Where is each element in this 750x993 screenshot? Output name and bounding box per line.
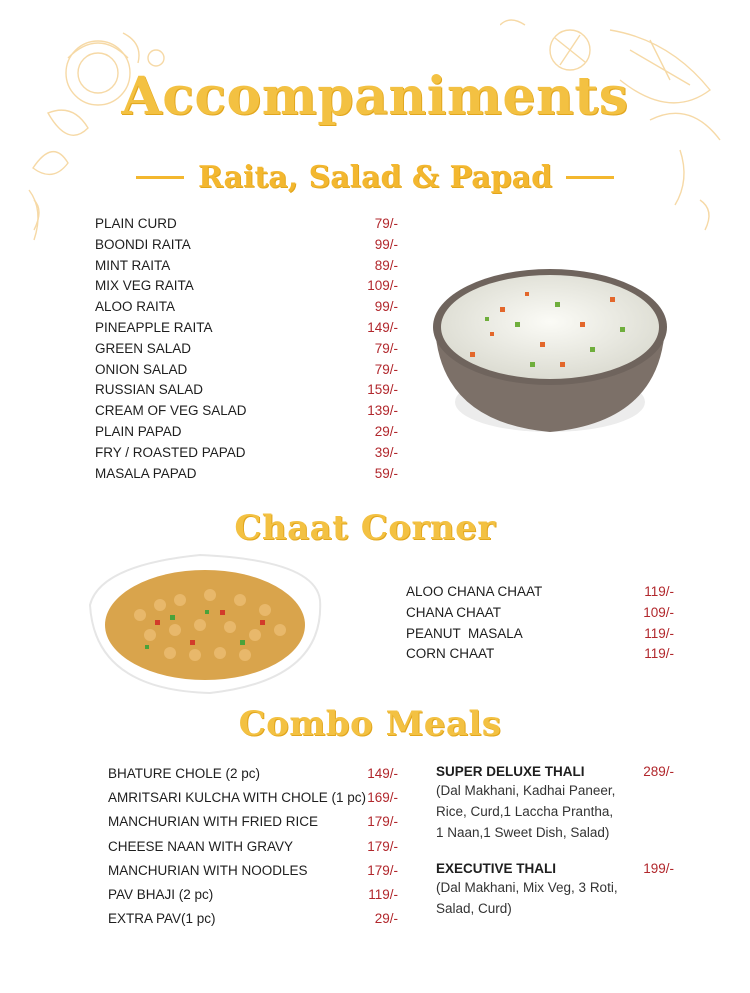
section-subtitle: Raita, Salad & Papad: [197, 160, 553, 195]
item-name: CORN CHAAT: [406, 646, 495, 662]
menu-item: [108, 835, 400, 859]
item-price: 179/-: [367, 862, 398, 878]
item-name: PAV BHAJI (2 pc): [108, 886, 214, 902]
thali-description: [436, 781, 676, 843]
item-name: MANCHURIAN WITH FRIED RICE: [108, 814, 318, 830]
item-price: 119/-: [644, 646, 674, 662]
thali-desc-line: Rice, Curd,1 Laccha Prantha,: [436, 803, 614, 819]
item-name: CHEESE NAAN WITH GRAVY: [108, 838, 294, 854]
menu-item: [108, 810, 400, 834]
item-name: ALOO RAITA: [95, 299, 176, 315]
menu-item: [95, 235, 400, 256]
item-price: 119/-: [644, 625, 674, 641]
menu-item: [95, 360, 400, 381]
chaat-corner-list: [406, 582, 676, 665]
menu-item: [406, 624, 676, 645]
thali-desc-line: (Dal Makhani, Mix Veg, 3 Roti,: [436, 880, 618, 895]
item-name: RUSSIAN SALAD: [95, 382, 204, 398]
menu-item: [95, 297, 400, 318]
menu-item: [95, 380, 400, 401]
thali-desc-line: Salad, Curd): [436, 900, 512, 916]
thali-item-super-deluxe: [436, 764, 676, 843]
menu-item: [108, 762, 400, 786]
item-price: 99/-: [374, 299, 398, 315]
item-name: ALOO CHANA CHAAT: [406, 584, 543, 599]
item-name: CHANA CHAAT: [406, 604, 502, 620]
item-name: EXTRA PAV(1 pc): [108, 911, 216, 927]
item-price: 119/-: [368, 886, 398, 902]
menu-item: [95, 464, 400, 485]
item-price: 89/-: [374, 257, 398, 273]
item-name: MANCHURIAN WITH NOODLES: [108, 862, 308, 878]
menu-item: [95, 276, 400, 297]
item-name: BOONDI RAITA: [95, 236, 191, 252]
divider-line-left: [136, 176, 184, 179]
thali-price: 199/-: [643, 861, 674, 876]
item-name: BHATURE CHOLE (2 pc): [108, 766, 261, 781]
thali-description: [436, 878, 676, 920]
item-price: 99/-: [374, 236, 398, 252]
item-price: 109/-: [643, 604, 674, 620]
item-name: AMRITSARI KULCHA WITH CHOLE (1 pc): [108, 790, 367, 806]
item-price: 139/-: [367, 403, 398, 419]
menu-item: [95, 214, 400, 235]
item-name: PLAIN PAPAD: [95, 423, 182, 439]
item-price: 149/-: [367, 319, 398, 335]
item-name: PLAIN CURD: [95, 216, 177, 231]
thali-item-executive: [436, 861, 676, 920]
raita-bowl-image: [430, 262, 670, 437]
item-price: 169/-: [367, 790, 398, 806]
menu-item: [108, 786, 400, 810]
item-name: MASALA PAPAD: [95, 465, 197, 481]
item-name: MIX VEG RAITA: [95, 278, 194, 294]
combo-meals-title: Combo Meals: [238, 704, 502, 744]
page-title: Accompaniments: [121, 66, 629, 127]
item-name: PEANUT MASALA: [406, 625, 523, 641]
menu-item: [95, 401, 400, 422]
item-name: GREEN SALAD: [95, 340, 192, 356]
item-price: 59/-: [374, 465, 398, 481]
item-name: CREAM OF VEG SALAD: [95, 403, 247, 419]
item-name: ONION SALAD: [95, 361, 188, 377]
item-price: 179/-: [367, 838, 398, 854]
item-price: 29/-: [374, 423, 398, 439]
menu-item: [108, 883, 400, 907]
raita-salad-papad-list: [95, 214, 400, 484]
section-subtitle-row: [0, 160, 750, 195]
menu-item: [406, 603, 676, 624]
item-price: 79/-: [374, 216, 398, 231]
item-price: 159/-: [367, 382, 398, 398]
item-price: 29/-: [374, 911, 398, 927]
item-name: PINEAPPLE RAITA: [95, 319, 213, 335]
menu-item: [108, 907, 400, 931]
item-price: 39/-: [374, 444, 398, 460]
menu-item: [406, 582, 676, 603]
menu-item: [95, 422, 400, 443]
chaat-corner-title: Chaat Corner: [234, 508, 496, 548]
divider-line-right: [566, 176, 614, 179]
thali-desc-line: (Dal Makhani, Kadhai Paneer,: [436, 783, 616, 798]
menu-item: [95, 443, 400, 464]
item-name: FRY / ROASTED PAPAD: [95, 444, 246, 460]
item-price: 79/-: [374, 340, 398, 356]
thali-desc-line: 1 Naan,1 Sweet Dish, Salad): [436, 824, 610, 840]
menu-item: [108, 859, 400, 883]
item-price: 119/-: [644, 584, 674, 599]
item-price: 109/-: [367, 278, 398, 294]
combo-meals-list: [108, 762, 400, 931]
item-price: 79/-: [374, 361, 398, 377]
item-name: MINT RAITA: [95, 257, 171, 273]
item-price: 149/-: [367, 766, 398, 781]
menu-item: [95, 256, 400, 277]
thali-name: EXECUTIVE THALI: [436, 861, 557, 876]
chana-chaat-bowl-image: [80, 545, 330, 700]
menu-item: [406, 644, 676, 665]
thali-name: SUPER DELUXE THALI: [436, 764, 585, 779]
menu-item: [95, 339, 400, 360]
menu-item: [95, 318, 400, 339]
item-price: 179/-: [367, 814, 398, 830]
thali-price: 289/-: [643, 764, 674, 779]
